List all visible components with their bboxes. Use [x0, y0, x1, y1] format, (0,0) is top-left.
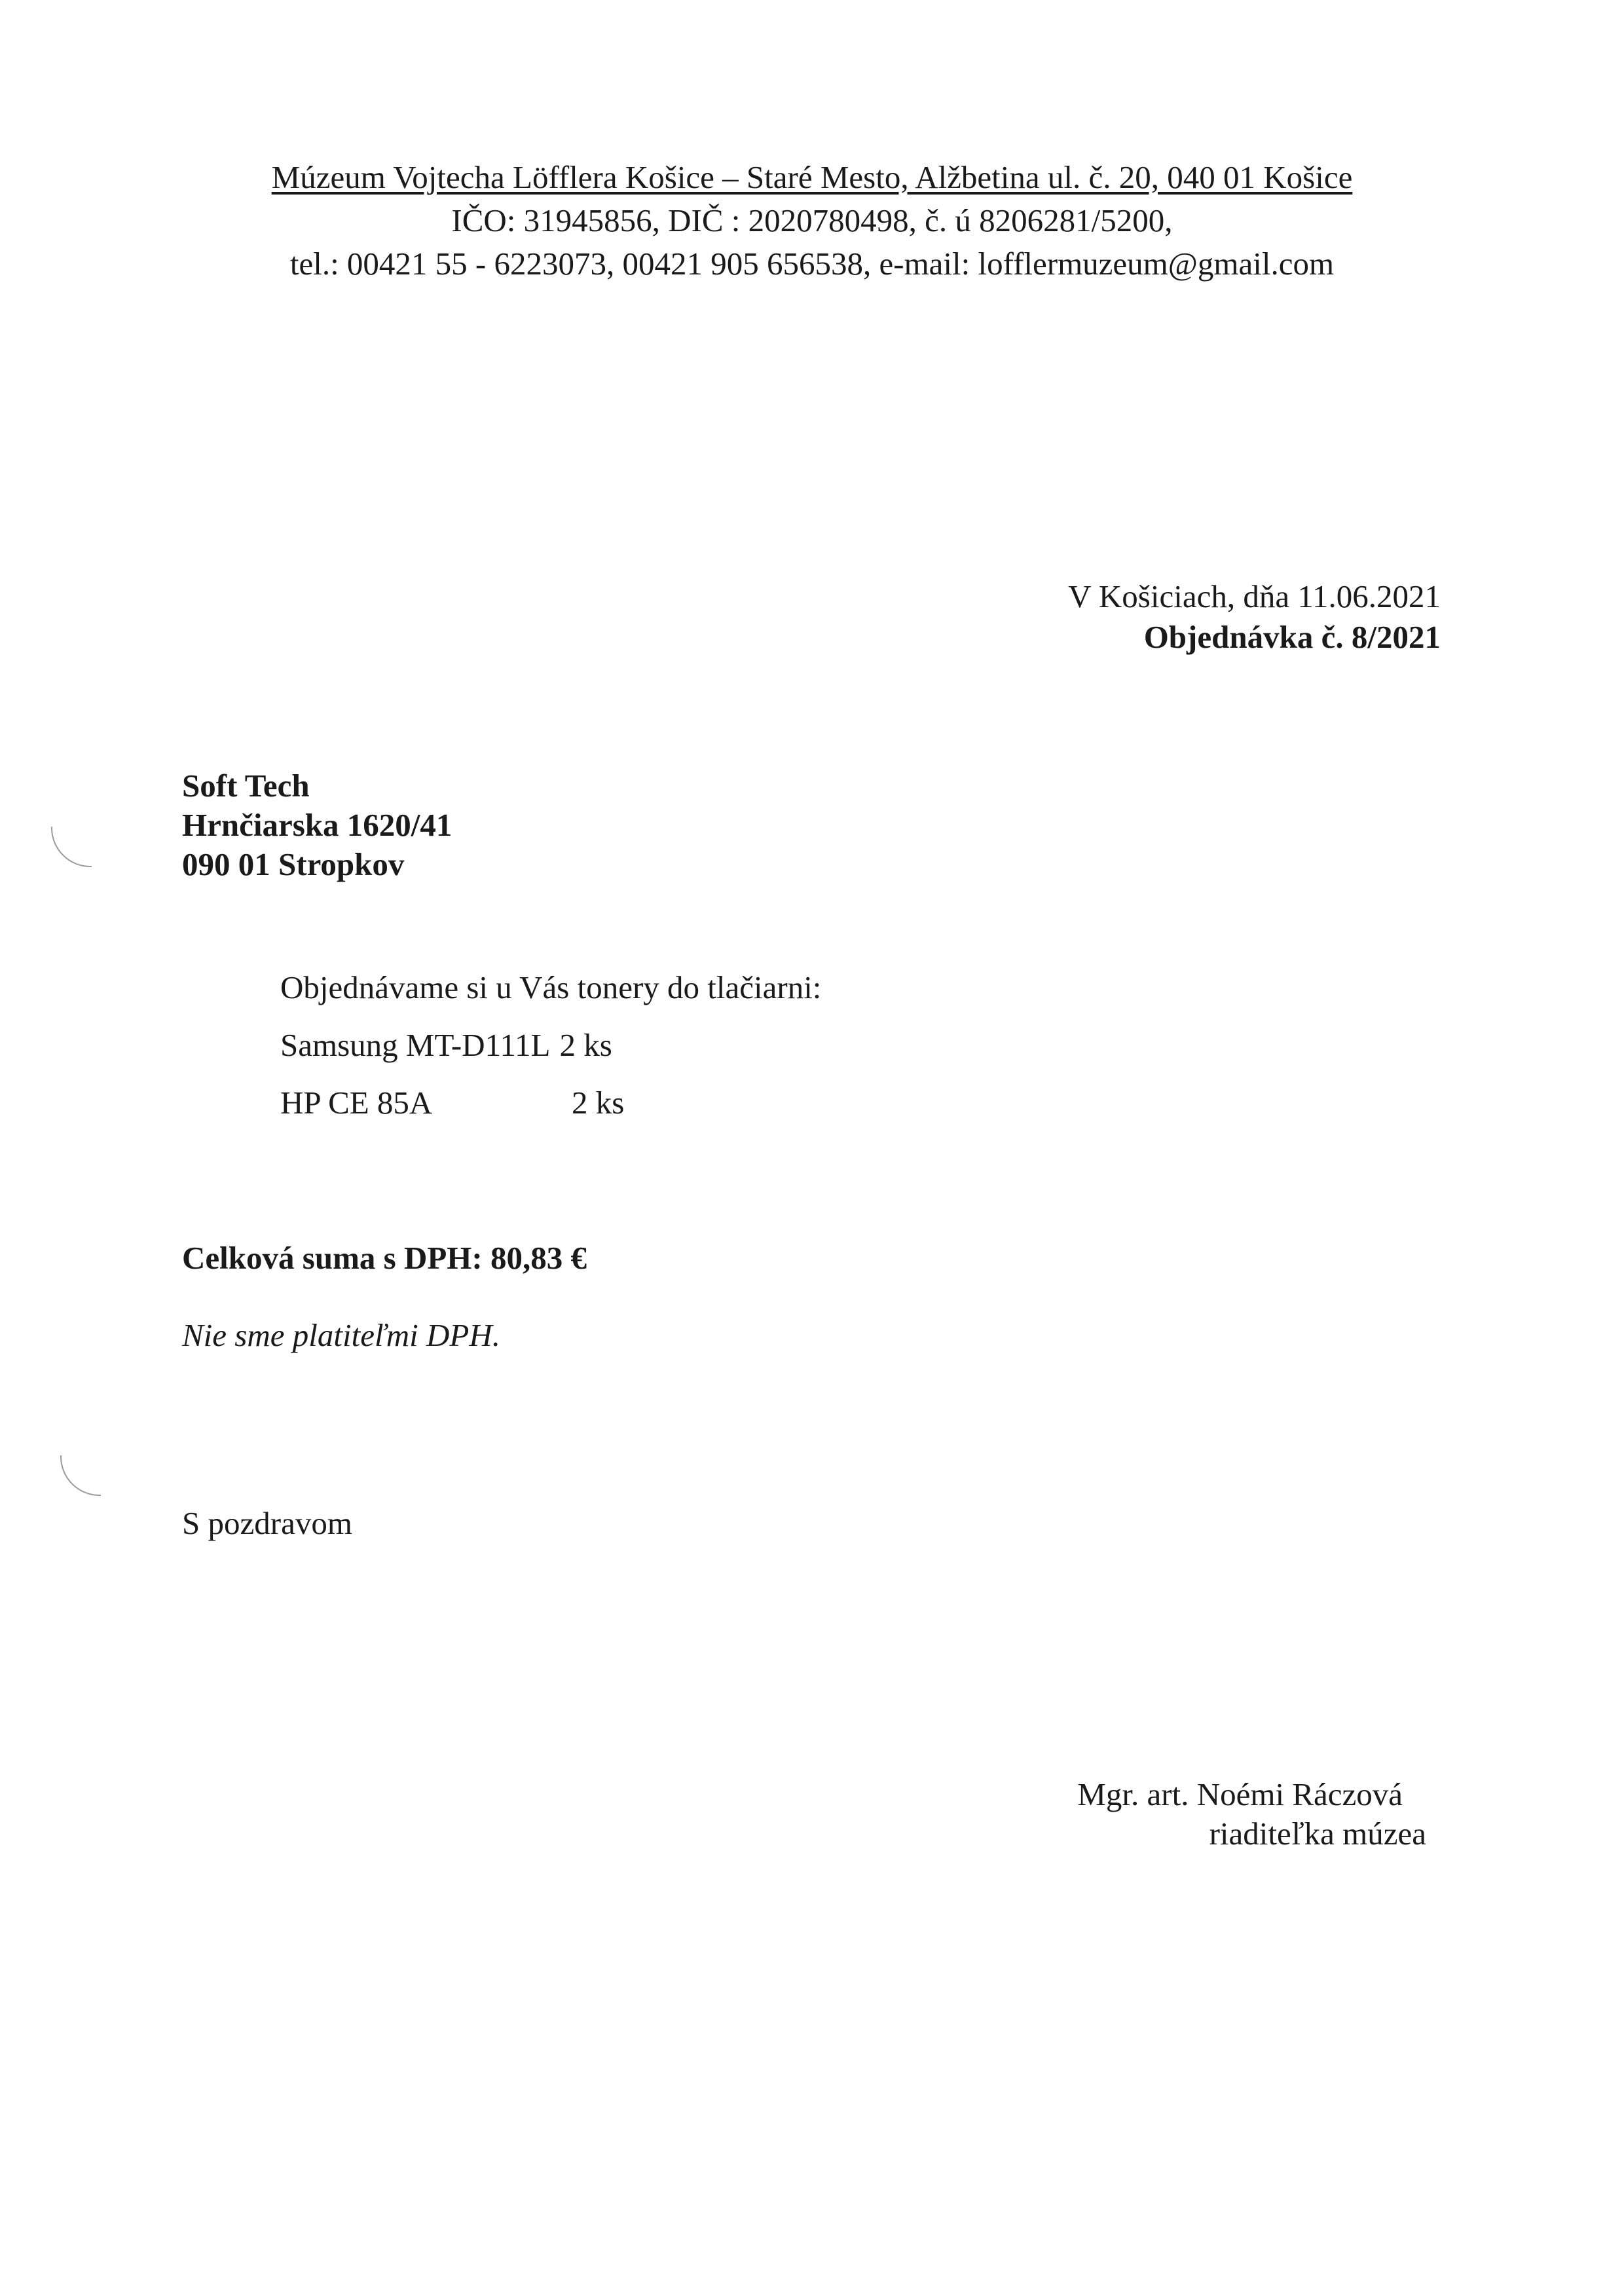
date-block — [1068, 576, 1441, 658]
total-amount: Celková suma s DPH: 80,83 € — [182, 1240, 587, 1276]
order-number: Objednávka č. 8/2021 — [1143, 619, 1441, 655]
punch-hole-mark — [51, 827, 92, 867]
signatory-name: Mgr. art. Noémi Ráczová — [1077, 1776, 1403, 1812]
signature-block — [1077, 1775, 1426, 1854]
letterhead-contact: tel.: 00421 55 - 6223073, 00421 905 656538, e-mail: lofflermuzeum@gmail.com — [289, 246, 1335, 282]
letterhead-address: Múzeum Vojtecha Löfflera Košice – Staré Mesto, Alžbetina ul. č. 20, 040 01 Košice — [271, 159, 1353, 195]
vat-note: Nie sme platiteľmi DPH. — [182, 1317, 500, 1353]
letter-date: V Košiciach, dňa 11.06.2021 — [1068, 578, 1441, 614]
order-item — [280, 1074, 821, 1132]
punch-hole-mark — [60, 1455, 101, 1496]
order-item-name: Samsung MT-D111L — [280, 1027, 551, 1063]
order-item — [280, 1017, 821, 1074]
letterhead — [0, 156, 1624, 286]
letterhead-ids: IČO: 31945856, DIČ : 2020780498, č. ú 8206281/5200, — [451, 202, 1173, 238]
signatory-title: riaditeľka múzea — [1209, 1816, 1426, 1852]
order-body — [280, 959, 821, 1132]
order-intro: Objednávame si u Vás tonery do tlačiarni: — [280, 969, 822, 1005]
recipient-city: 090 01 Stropkov — [182, 846, 405, 882]
recipient-street: Hrnčiarska 1620/41 — [182, 807, 452, 843]
closing-greeting: S pozdravom — [182, 1505, 352, 1541]
order-item-quantity: 2 ks — [559, 1027, 612, 1063]
order-item-quantity: 2 ks — [572, 1085, 625, 1121]
recipient-name: Soft Tech — [182, 768, 310, 804]
recipient-address — [182, 766, 452, 884]
order-item-name: HP CE 85A — [280, 1085, 433, 1121]
